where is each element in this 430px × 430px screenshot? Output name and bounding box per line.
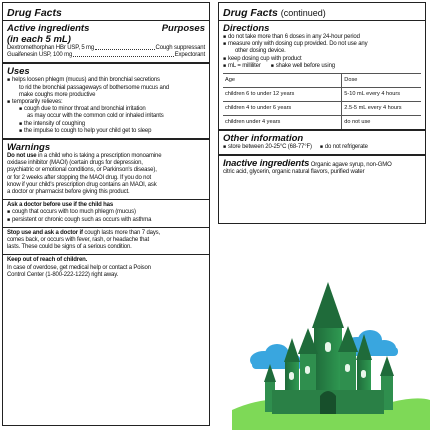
dose-cell: 5-10 mL every 4 hours [342,88,421,102]
inactive-ingredients-section [219,156,425,179]
warning-text: In case of overdose, get medical help or contact a Poison [7,264,151,271]
uses-subitem: cough due to minor throat and bronchial irritation [24,106,146,113]
uses-heading: Uses [7,66,30,78]
square-bullet-icon: ■ [7,216,10,223]
warnings-heading: Warnings [7,142,51,154]
ingredient-row [7,45,205,52]
directions-item: measure only with dosing cup provided. Do not use any [228,41,368,48]
table-row [223,102,421,116]
warnings-ask-doctor [3,200,209,228]
square-bullet-icon: ■ [7,77,10,84]
stop-use-label: Stop use and ask a doctor if [7,229,83,236]
dose-cell: 2.5-5 mL every 4 hours [342,102,421,116]
inactive-ingredients-heading: Inactive ingredients [223,158,310,170]
warning-text: oxidase inhibitor (MAOI) (certain drugs for depression, [7,160,143,167]
directions-item: shake well before using [275,62,335,69]
drug-facts-panel [2,2,210,426]
dosage-table [223,73,421,129]
square-bullet-icon: ■ [19,127,22,134]
square-bullet-icon: ■ [223,62,226,69]
warnings-stop-use [3,228,209,256]
inactive-ingredients-text: citric acid, glycerin, organic natural flavors, purified water [223,169,365,176]
warning-text: comes back, or occurs with fever, rash, or headache that [7,237,150,244]
dose-header: Dose [342,74,421,88]
directions-item: do not take more than 6 doses in any 24-hour period [228,34,360,40]
uses-item: temporarily relieves: [12,99,63,106]
ingredient-purpose: Cough suppressant [155,45,205,51]
ingredient-name: Guaifenesin USP, 100 mg [7,52,73,59]
uses-subitem: the impulse to cough to help your child get to sleep [24,127,152,134]
panel-title [219,3,425,21]
panel-title-continued: (continued) [280,8,326,18]
dose-cell: do not use [342,116,421,130]
square-bullet-icon: ■ [319,144,323,151]
purposes-heading: Purposes [161,23,205,34]
ask-doctor-item: cough that occurs with too much phlegm (mucus) [12,209,136,216]
uses-item-cont: make coughs more productive [19,91,96,98]
table-row [223,116,421,130]
panel-title-text: Drug Facts [223,7,278,19]
uses-item-cont: to rid the bronchial passageways of bothersome mucus and [19,84,170,91]
ask-doctor-heading: Ask a doctor before use if the child has [7,202,114,209]
uses-subitem-cont: as may occur with the common cold or inhaled irritants [27,113,164,120]
warning-text: psychiatric or emotional conditions, or Parkinson's disease), [7,167,157,174]
square-bullet-icon: ■ [223,34,226,40]
square-bullet-icon: ■ [270,62,274,69]
directions-item-cont: other dosing device. [235,48,286,55]
warning-text: or for 2 weeks after stopping the MAOI drug. If you do not [7,174,152,181]
other-information-heading: Other information [223,133,304,145]
ask-doctor-item: persistent or chronic cough such as occurs with asthma [12,216,152,223]
table-header-row [223,74,421,88]
warning-text: know if your child's prescription drug contains an MAOI, ask [7,181,157,188]
ingredient-row [7,52,205,59]
directions-section [219,21,425,131]
uses-subitem: the intensity of coughing [24,120,85,127]
do-not-use-label: Do not use [7,153,37,160]
square-bullet-icon: ■ [223,41,226,48]
inactive-ingredients-text: Organic agave syrup, non-GMO [309,162,392,169]
warning-text: in a child who is taking a prescription monoamine [36,153,162,160]
square-bullet-icon: ■ [7,99,10,106]
table-row [223,88,421,102]
square-bullet-icon: ■ [223,144,226,151]
warnings-keep-out [3,255,209,282]
directions-heading: Directions [223,23,270,34]
square-bullet-icon: ■ [19,106,22,113]
age-header: Age [223,74,342,88]
ingredient-name: Dextromethorphan HBr USP, 5 mg [7,45,95,51]
directions-item: keep dosing cup with product [228,55,302,62]
warning-text: lasts. These could be signs of a serious condition. [7,244,132,251]
age-cell: children 6 to under 12 years [223,88,342,102]
age-cell: children 4 to under 6 years [223,102,342,116]
other-info-item: store between 20-25°C (68-77°F) [228,144,312,151]
panel-title: Drug Facts [3,3,209,21]
active-ingredients-heading: Active ingredients [7,23,90,34]
uses-item: helps loosen phlegm (mucus) and thin bronchial secretions [12,77,160,84]
warning-text: Control Center (1-800-222-1222) right away. [7,271,119,278]
directions-item: mL = milliliter [228,62,261,69]
keep-out-heading: Keep out of reach of children. [7,257,88,264]
square-bullet-icon: ■ [7,209,10,216]
other-info-item: do not refrigerate [324,144,368,151]
warning-text: a doctor or pharmacist before giving this product. [7,189,130,196]
warnings-maoi [3,140,209,200]
square-bullet-icon: ■ [19,120,22,127]
active-ingredients-sub: (in each 5 mL) [7,34,71,45]
uses-section [3,64,209,140]
age-cell: children under 4 years [223,116,342,130]
active-ingredients-section [3,21,209,64]
drug-facts-continued-panel [218,2,426,224]
square-bullet-icon: ■ [223,55,226,62]
other-information-section [219,131,425,156]
castle-illustration [232,272,430,430]
warning-text: cough lasts more than 7 days, [82,229,161,236]
ingredient-purpose: Expectorant [174,52,205,59]
